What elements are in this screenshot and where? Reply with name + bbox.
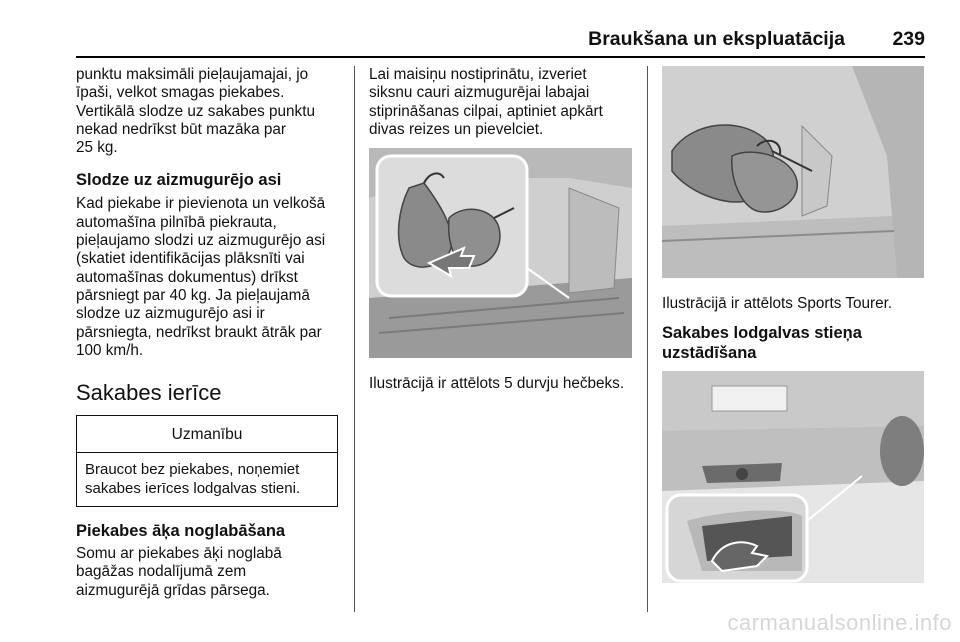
rear-axle-line: 100 km/h. — [76, 341, 144, 359]
page-header — [76, 20, 925, 56]
section-title: Sakabes ierīce — [76, 380, 222, 406]
rear-axle-line: pārsniegt par 40 kg. Ja pieļaujamā — [76, 286, 310, 304]
column-2 — [369, 66, 639, 139]
instruction-line: Lai maisiņu nostiprinātu, izveriet — [369, 66, 587, 83]
sports-tourer-caption: Ilustrācijā ir attēlots Sports Tourer. — [662, 295, 893, 312]
intro-line: nekad nedrīkst būt mazāka par — [76, 120, 287, 138]
warning-line: sakabes ierīces lodgalvas stieni. — [85, 479, 301, 497]
heading-ball-bar-line: uzstādīšana — [662, 344, 757, 362]
rear-axle-line: automašīna pilnībā piekrauta, — [76, 213, 277, 231]
warning-box — [76, 415, 338, 507]
warning-body — [77, 453, 337, 506]
storage-line: Somu ar piekabes āķi noglabā — [76, 545, 282, 563]
rear-axle-line: pārsniegta, nedrīkst braukt ātrāk par — [76, 323, 322, 341]
sports-tourer-illustration — [662, 66, 924, 278]
column-1 — [76, 66, 342, 600]
hatchback-caption: Ilustrācijā ir attēlots 5 durvju hečbeks. — [369, 375, 625, 392]
hatchback-trunk-illustration — [369, 148, 632, 358]
watermark: carmanualsonline.info — [727, 610, 952, 635]
page-number: 239 — [892, 28, 925, 50]
header-rule — [76, 56, 925, 58]
intro-line: īpaši, velkot smagas piekabes. — [76, 84, 285, 102]
warning-line: Braucot bez piekabes, noņemiet — [85, 461, 300, 479]
rear-axle-line: pieļaujamo slodzi uz aizmugurējo asi — [76, 232, 326, 250]
rear-axle-line: (skatiet identifikācijas plāksnīti vai — [76, 250, 305, 268]
column-divider-1 — [354, 66, 355, 612]
heading-storage: Piekabes āķa noglabāšana — [76, 522, 286, 541]
column-divider-2 — [647, 66, 648, 612]
ball-bar-installation-illustration — [662, 371, 924, 583]
instruction-line: divas reizes un pievelciet. — [369, 120, 544, 138]
page-title: Braukšana un ekspluatācija — [588, 28, 845, 50]
intro-line: punktu maksimāli pieļaujamajai, jo — [76, 66, 309, 83]
heading-rear-axle: Slodze uz aizmugurējo asi — [76, 171, 282, 190]
instruction-line: siksnu cauri aizmugurējai labajai — [369, 84, 590, 102]
instruction-line: stiprināšanas cilpai, aptiniet apkārt — [369, 102, 603, 120]
intro-line: Vertikālā slodze uz sakabes punktu — [76, 102, 315, 120]
storage-line: bagāžas nodalījumā zem — [76, 563, 247, 581]
warning-title: Uzmanību — [77, 416, 337, 453]
column-3-heading — [662, 323, 932, 363]
rear-axle-line: automašīnas dokumentus) drīkst — [76, 268, 298, 286]
storage-line: aizmugurējā grīdas pārsega. — [76, 581, 270, 599]
heading-ball-bar-line: Sakabes lodgalvas stieņa — [662, 324, 862, 342]
intro-line: 25 kg. — [76, 139, 118, 157]
rear-axle-line: Kad piekabe ir pievienota un velkošā — [76, 195, 326, 213]
rear-axle-line: slodze uz aizmugurējo asi ir — [76, 305, 265, 323]
